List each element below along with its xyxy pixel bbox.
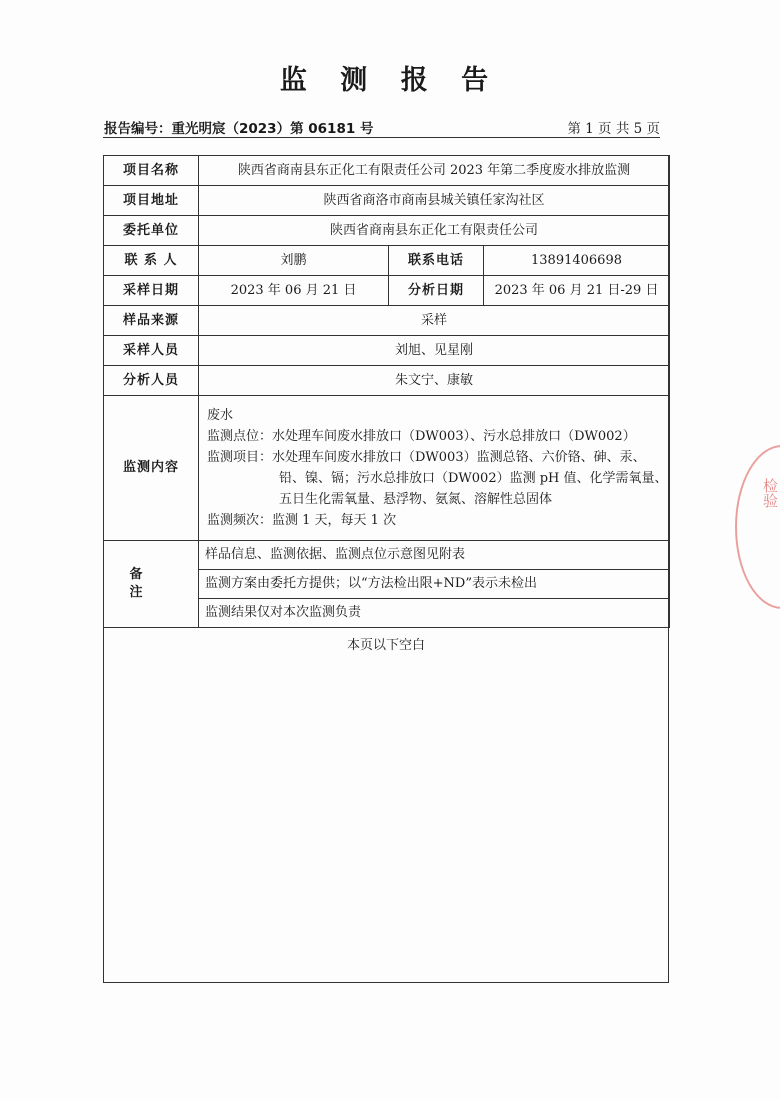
sampling-date-label: 采样日期 xyxy=(104,276,199,306)
project-address-label: 项目地址 xyxy=(104,186,199,216)
header-rule xyxy=(103,137,660,138)
sample-source-value: 采样 xyxy=(199,306,670,336)
seal-text: 检验 xyxy=(761,478,779,508)
row-sampler xyxy=(104,336,670,366)
project-name-label: 项目名称 xyxy=(104,156,199,186)
row-project-address xyxy=(104,186,670,216)
remark-2: 监测方案由委托方提供；以“方法检出限+ND”表示未检出 xyxy=(199,570,670,599)
project-address-value: 陕西省商洛市商南县城关镇任家沟社区 xyxy=(199,186,670,216)
analysis-date-label: 分析日期 xyxy=(389,276,484,306)
sample-source-label: 样品来源 xyxy=(104,306,199,336)
monitoring-content xyxy=(199,396,670,541)
row-monitoring xyxy=(104,396,670,541)
blank-below-note: 本页以下空白 xyxy=(346,638,425,653)
report-title: 监 测 报 告 xyxy=(279,65,501,96)
report-number: 报告编号：重光明宸（2023）第 06181 号 xyxy=(104,121,374,137)
remark-3: 监测结果仅对本次监测负责 xyxy=(199,599,670,628)
report-table xyxy=(103,155,670,628)
monitoring-line-3: 监测项目：水处理车间废水排放口（DW003）监测总铬、六价铬、砷、汞、 xyxy=(207,450,646,465)
row-analyst xyxy=(104,366,670,396)
monitoring-line-4: 铅、镍、镉；污水总排放口（DW002）监测 pH 值、化学需氧量、 xyxy=(279,471,668,486)
row-contact xyxy=(104,246,670,276)
row-project-name xyxy=(104,156,670,186)
row-remark-1 xyxy=(104,541,670,570)
phone-value: 13891406698 xyxy=(484,246,670,276)
row-client xyxy=(104,216,670,246)
sampling-date-value: 2023 年 06 月 21 日 xyxy=(199,276,389,306)
remark-1: 样品信息、监测依据、监测点位示意图见附表 xyxy=(199,541,670,570)
analyst-label: 分析人员 xyxy=(104,366,199,396)
page-info: 第 1 页 共 5 页 xyxy=(567,121,660,137)
monitoring-label: 监测内容 xyxy=(104,396,199,541)
official-seal xyxy=(735,445,780,609)
client-label: 委托单位 xyxy=(104,216,199,246)
monitoring-line-2: 监测点位：水处理车间废水排放口（DW003）、污水总排放口（DW002） xyxy=(207,429,636,444)
row-sample-source xyxy=(104,306,670,336)
row-dates xyxy=(104,276,670,306)
contact-value: 刘鹏 xyxy=(199,246,389,276)
remarks-label: 备 注 xyxy=(104,541,199,628)
analysis-date-value: 2023 年 06 月 21 日-29 日 xyxy=(484,276,670,306)
analyst-value: 朱文宁、康敏 xyxy=(199,366,670,396)
sampler-value: 刘旭、见星刚 xyxy=(199,336,670,366)
monitoring-line-5: 五日生化需氧量、悬浮物、氨氮、溶解性总固体 xyxy=(279,492,553,507)
monitoring-line-1: 废水 xyxy=(207,408,234,423)
project-name-value: 陕西省商南县东正化工有限责任公司 2023 年第二季度废水排放监测 xyxy=(199,156,670,186)
client-value: 陕西省商南县东正化工有限责任公司 xyxy=(199,216,670,246)
phone-label: 联系电话 xyxy=(389,246,484,276)
monitoring-line-6: 监测频次：监测 1 天，每天 1 次 xyxy=(207,513,397,528)
sampler-label: 采样人员 xyxy=(104,336,199,366)
contact-label: 联 系 人 xyxy=(104,246,199,276)
